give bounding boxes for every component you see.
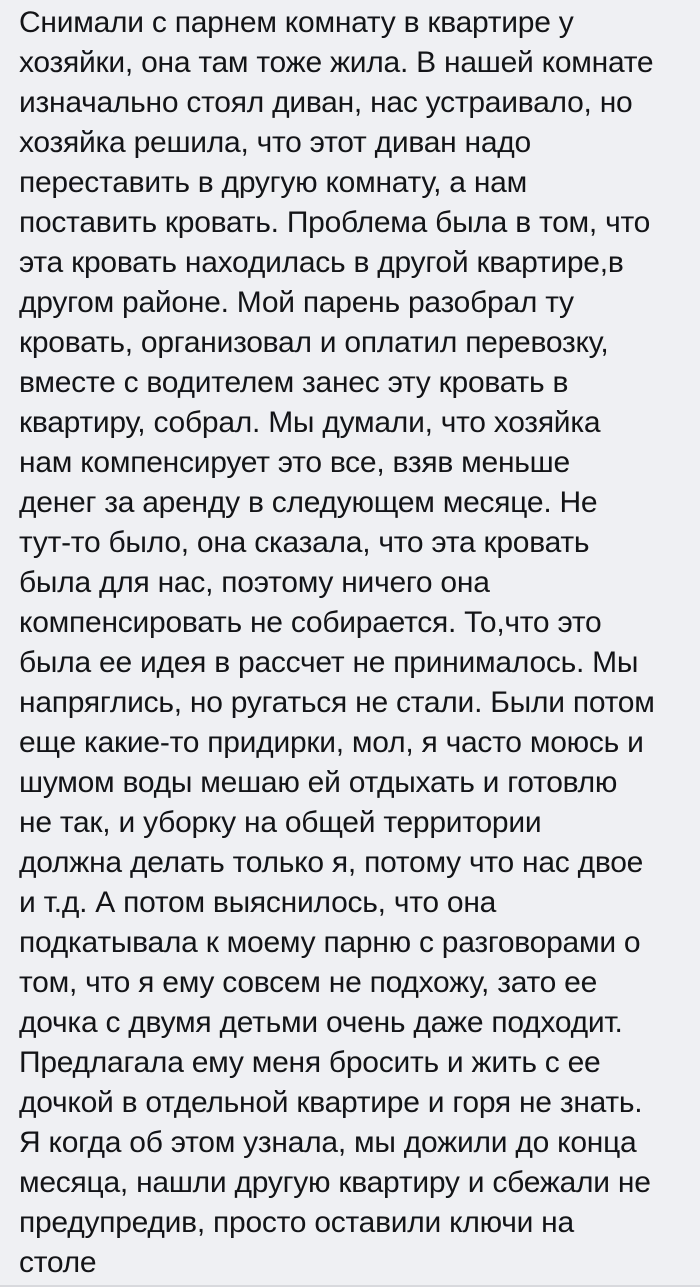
text-line: поставить кровать. Проблема была в том, что xyxy=(19,206,651,239)
text-line: напряглись, но ругаться не стали. Были потом xyxy=(19,686,655,719)
text-line: шумом воды мешаю ей отдыхать и готовлю xyxy=(19,766,618,799)
text-line: была для нас, поэтому ничего она xyxy=(19,566,490,599)
text-line: месяца, нашли другую квартиру и сбежали не xyxy=(19,1166,651,1199)
text-line: Я когда об этом узнала, мы дожили до конца xyxy=(19,1126,637,1159)
text-line: тут-то было, она сказала, что эта кровать xyxy=(19,526,590,559)
text-line: дочка с двумя детьми очень даже подходит. xyxy=(19,1006,623,1039)
text-line: столе xyxy=(19,1246,97,1279)
text-line: вместе с водителем занес эту кровать в xyxy=(19,366,569,399)
story-text xyxy=(19,3,694,1283)
text-line: нам компенсирует это все, взяв меньше xyxy=(19,446,570,479)
text-line: не так, и уборку на общей территории xyxy=(19,806,542,839)
text-line: Снимали с парнем комнату в квартире у xyxy=(19,6,574,39)
text-line: предупредив, просто оставили ключи на xyxy=(19,1206,574,1239)
text-line: хозяйка решила, что этот диван надо xyxy=(19,126,531,159)
text-line: переставить в другую комнату, а нам xyxy=(19,166,527,199)
text-line: компенсировать не собирается. То,что это xyxy=(19,606,602,639)
text-line: дочкой в отдельной квартире и горя не знать. xyxy=(19,1086,643,1119)
text-line: том, что я ему совсем не подхожу, зато ее xyxy=(19,966,598,999)
text-line: Предлагала ему меня бросить и жить с ее xyxy=(19,1046,601,1079)
text-line: хозяйки, она там тоже жила. В нашей комнате xyxy=(19,46,654,79)
text-line: еще какие-то придирки, мол, я часто моюсь и xyxy=(19,726,644,759)
text-line: изначально стоял диван, нас устраивало, но xyxy=(19,86,633,119)
text-line: кровать, организовал и оплатил перевозку, xyxy=(19,326,609,359)
text-line: была ее идея в рассчет не принималось. Мы xyxy=(19,646,639,679)
text-line: должна делать только я, потому что нас двое xyxy=(19,846,644,879)
text-line: эта кровать находилась в другой квартире,в xyxy=(19,246,624,279)
text-line: и т.д. А потом выяснилось, что она xyxy=(19,886,497,919)
text-line: подкатывала к моему парню с разговорами о xyxy=(19,926,641,959)
text-line: другом районе. Мой парень разобрал ту xyxy=(19,286,574,319)
text-line: квартиру, собрал. Мы думали, что хозяйка xyxy=(19,406,601,439)
text-line: денег за аренду в следующем месяце. Не xyxy=(19,486,598,519)
